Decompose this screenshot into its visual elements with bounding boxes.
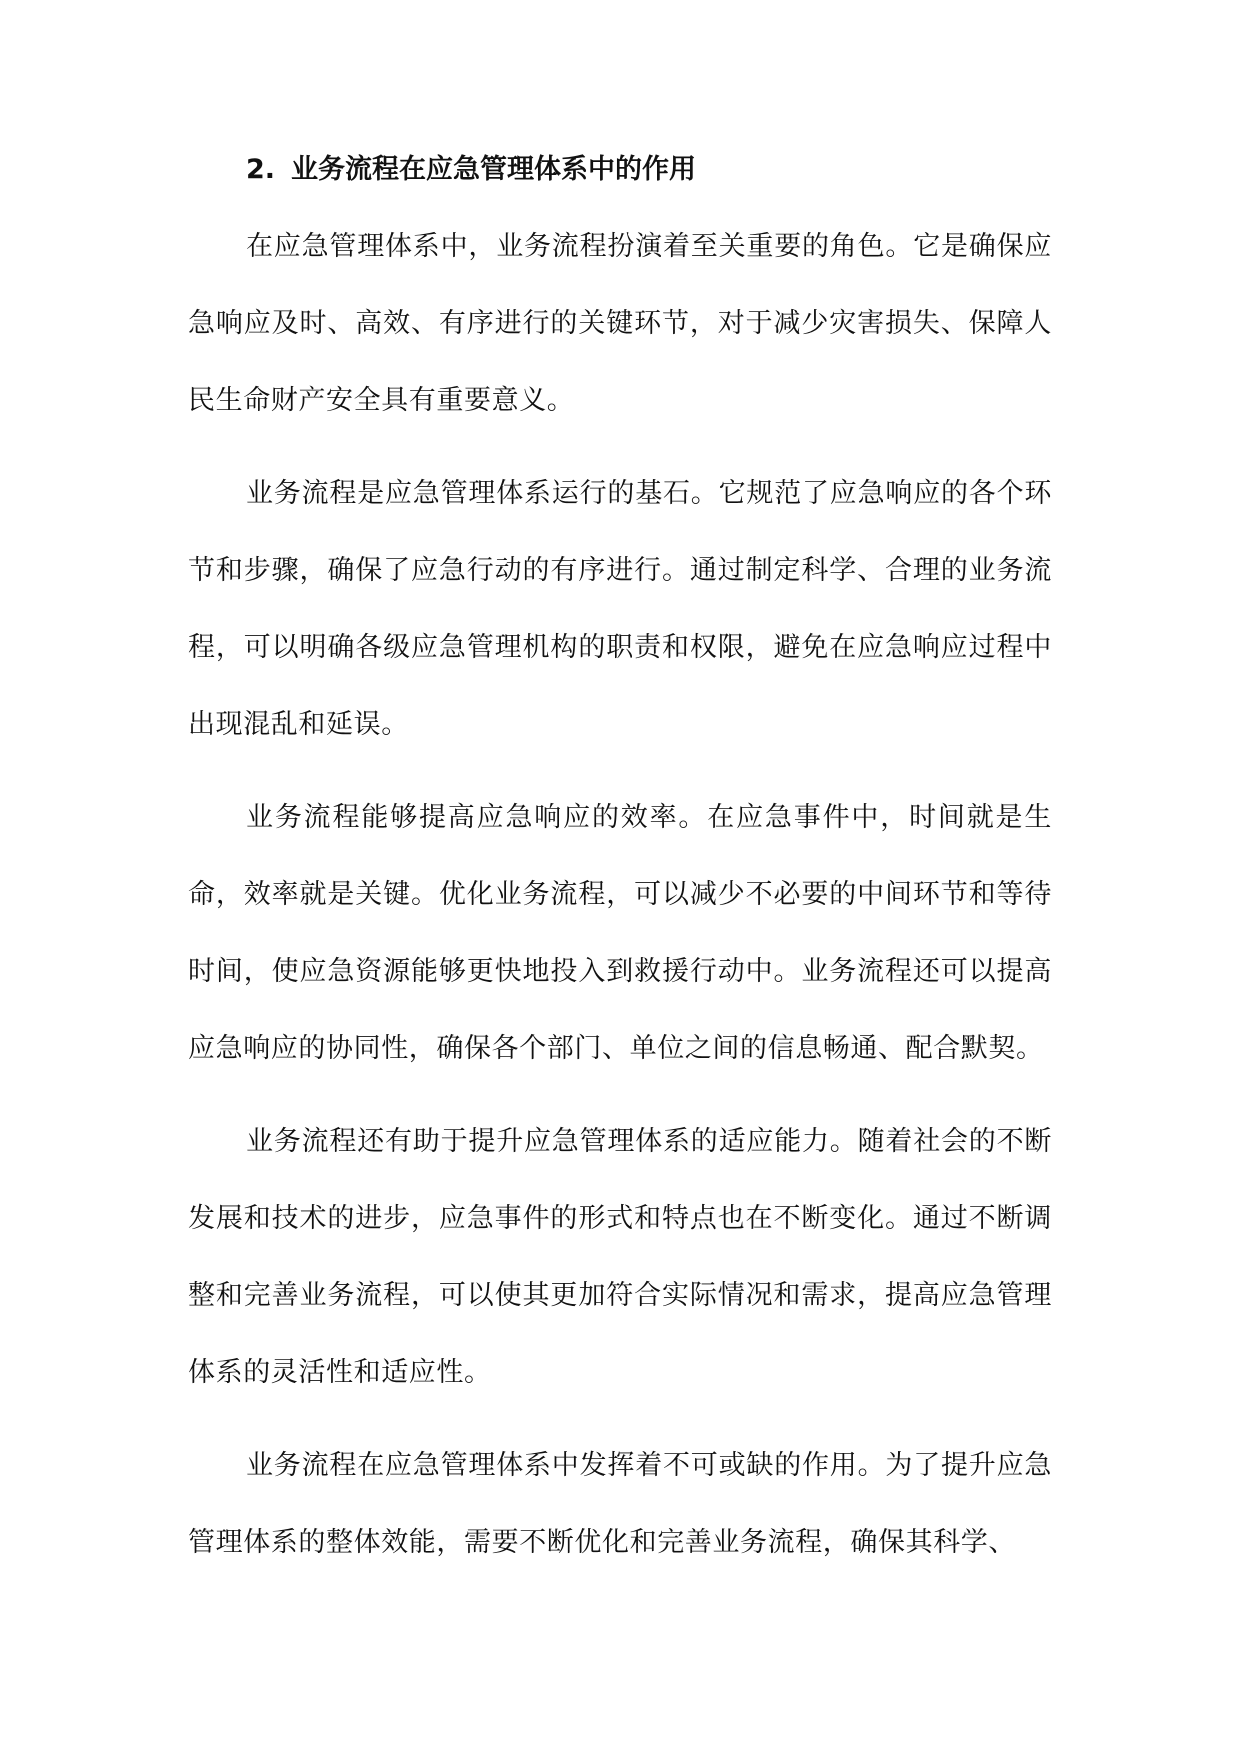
paragraph-3: 业务流程能够提高应急响应的效率。在应急事件中，时间就是生命，效率就是关键。优化业务流程，可以减少不必要的中间环节和等待时间，使应急资源能够更快地投入到救援行动中。业务流程还可以提高应急响应的协同性，确保各个部门、单位之间的信息畅通、配合默契。 [188, 802, 1052, 1064]
paragraph-5: 业务流程在应急管理体系中发挥着不可或缺的作用。为了提升应急管理体系的整体效能，需要不断优化和完善业务流程，确保其科学、 [188, 1450, 1052, 1558]
section-number: 2. [246, 154, 276, 185]
paragraph-4: 业务流程还有助于提升应急管理体系的适应能力。随着社会的不断发展和技术的进步，应急事件的形式和特点也在不断变化。通过不断调整和完善业务流程，可以使其更加符合实际情况和需求，提高应急管理体系的灵活性和适应性。 [188, 1126, 1052, 1388]
section-title: 业务流程在应急管理体系中的作用 [291, 154, 697, 185]
paragraph-2: 业务流程是应急管理体系运行的基石。它规范了应急响应的各个环节和步骤，确保了应急行动的有序进行。通过制定科学、合理的业务流程，可以明确各级应急管理机构的职责和权限，避免在应急响应过程中出现混乱和延误。 [188, 478, 1052, 740]
section-heading [188, 140, 1052, 200]
document-body [188, 140, 1052, 1581]
paragraph-1: 在应急管理体系中，业务流程扮演着至关重要的角色。它是确保应急响应及时、高效、有序进行的关键环节，对于减少灾害损失、保障人民生命财产安全具有重要意义。 [188, 231, 1052, 416]
